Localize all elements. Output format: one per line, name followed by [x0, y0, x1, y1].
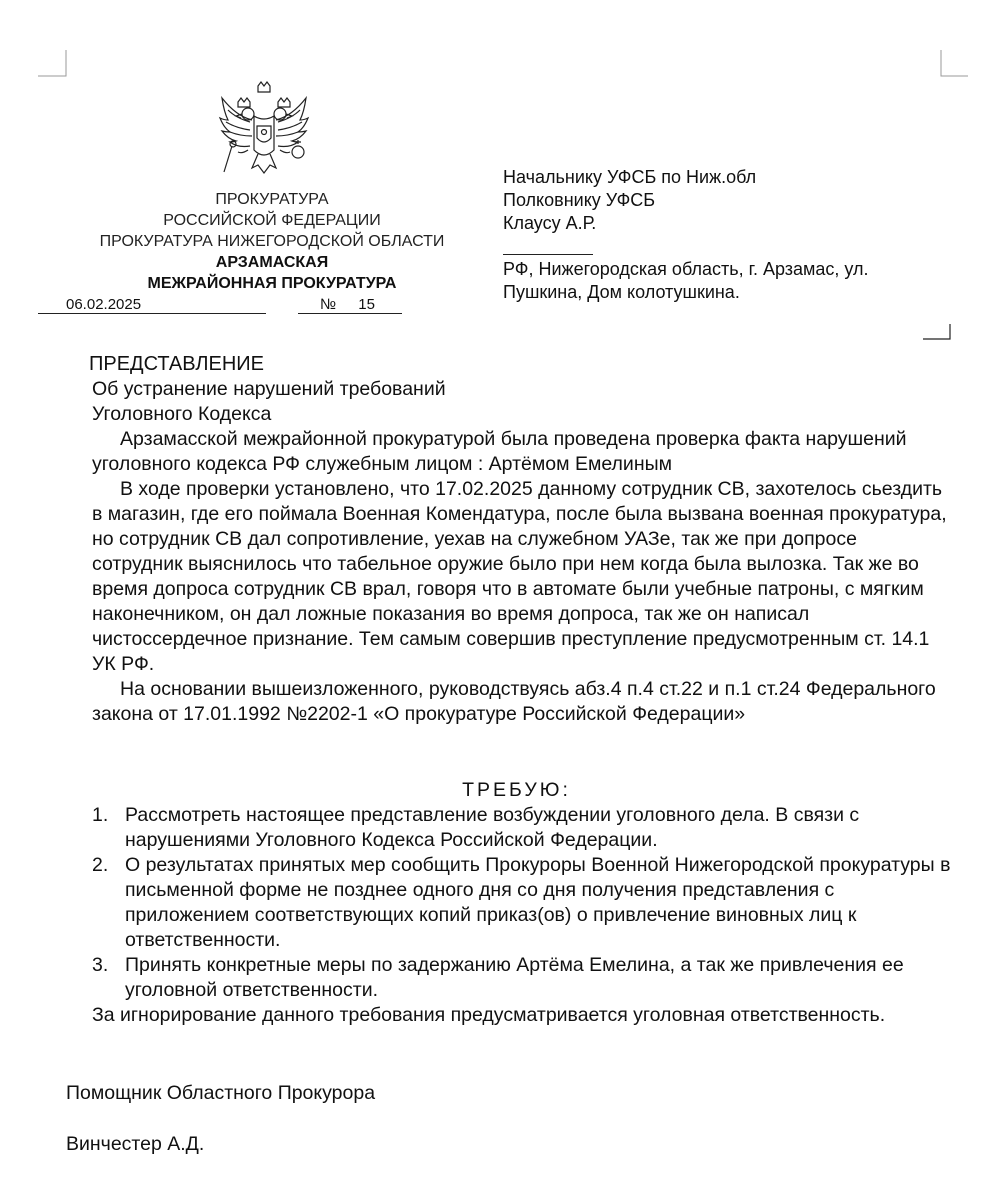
- list-item-text: Рассмотреть настоящее представление возбуждении уголовного дела. В связи с нарушениями Уголовного Кодекса Российской Федерации.: [125, 804, 860, 851]
- demand-heading: ТРЕБУЮ:: [462, 779, 571, 801]
- corner-mark-top-right: [940, 50, 970, 78]
- list-item: [92, 853, 952, 953]
- header-office-line-2: МЕЖРАЙОННАЯ ПРОКУРАТУРА: [147, 275, 397, 292]
- list-item: [92, 803, 952, 853]
- address-line-2: Пушкина, Дом колотушкина.: [503, 282, 740, 302]
- list-item-text: О результатах принятых мер сообщить Прокуроры Военной Нижегородской прокуратуры в письменной форме не позднее одного дня со дня получения представления с приложением соответствующих копий приказ(ов) о привлечение виновных лиц к ответственности.: [125, 854, 951, 951]
- number-label: №: [320, 296, 337, 313]
- document-title: ПРЕДСТАВЛЕНИЕ: [89, 353, 265, 375]
- addressee-line-2: Полковнику УФСБ: [503, 190, 656, 210]
- corner-mark-right: [922, 324, 952, 342]
- header-line-1: ПРОКУРАТУРА: [215, 191, 329, 208]
- list-item-text: Принять конкретные меры по задержанию Артёма Емелина, а так же привлечения ее уголовной ответственности.: [125, 954, 904, 1001]
- list-item: [92, 953, 952, 1003]
- address-line-1: РФ, Нижегородская область, г. Арзамас, ул.: [503, 259, 869, 279]
- closing-statement: За игнорирование данного требования предусматривается уголовная ответственность.: [92, 1004, 886, 1026]
- document-body: [92, 377, 952, 727]
- header-line-2: РОССИЙСКОЙ ФЕДЕРАЦИИ: [163, 212, 381, 229]
- number-value: 15: [358, 296, 375, 313]
- signer-title: Помощник Областного Прокурора: [66, 1082, 376, 1104]
- header-line-3: ПРОКУРАТУРА НИЖЕГОРОДСКОЙ ОБЛАСТИ: [99, 233, 445, 250]
- document-date: 06.02.2025: [38, 296, 266, 314]
- corner-mark-top-left: [38, 50, 68, 78]
- list-item-number: 3.: [92, 954, 109, 976]
- subject-line-2: Уголовного Кодекса: [92, 403, 272, 425]
- coat-of-arms-emblem: [218, 80, 310, 180]
- list-item-number: 2.: [92, 854, 109, 876]
- body-paragraph-2: В ходе проверки установлено, что 17.02.2025 данному сотрудник СВ, захотелось сьездить в магазин, где его поймала Военная Комендатура, после была вызвана военная прокуратура, но сотрудник СВ дал сопротивление, уехав на служебном УАЗе, так же при допросе сотрудник выяснилось что табельное оружие было при нем когда была вылозка. Так же во время допроса сотрудник СВ врал, говоря что в автомате были учебные патроны, с мягким наконечником, он дал ложные показания во время допроса, так же он написал чистоссердечное признание. Тем самым совершив преступление предусмотренным ст. 14.1 УК РФ.: [92, 478, 947, 675]
- addressee-line-3: Клаусу А.Р.: [503, 213, 597, 233]
- signer-name: Винчестер А.Д.: [66, 1133, 205, 1155]
- subject-line-1: Об устранение нарушений требований: [92, 378, 446, 400]
- addressee-blank-line: [503, 232, 593, 255]
- addressee-line-1: Начальнику УФСБ по Ниж.обл: [503, 167, 757, 187]
- body-paragraph-1: Арзамасской межрайонной прокуратурой была проведена проверка факта нарушений уголовного кодекса РФ служебным лицом : Артёмом Емелиным: [92, 428, 907, 475]
- demand-list: [92, 803, 952, 1003]
- header-office-line-1: АРЗАМАСКАЯ: [215, 254, 329, 271]
- list-item-number: 1.: [92, 804, 109, 826]
- body-paragraph-3: На основании вышеизложенного, руководствуясь абз.4 п.4 ст.22 и п.1 ст.24 Федерального закона от 17.01.1992 №2202-1 «О прокуратуре Российской Федерации»: [92, 678, 936, 725]
- document-number: [298, 296, 402, 314]
